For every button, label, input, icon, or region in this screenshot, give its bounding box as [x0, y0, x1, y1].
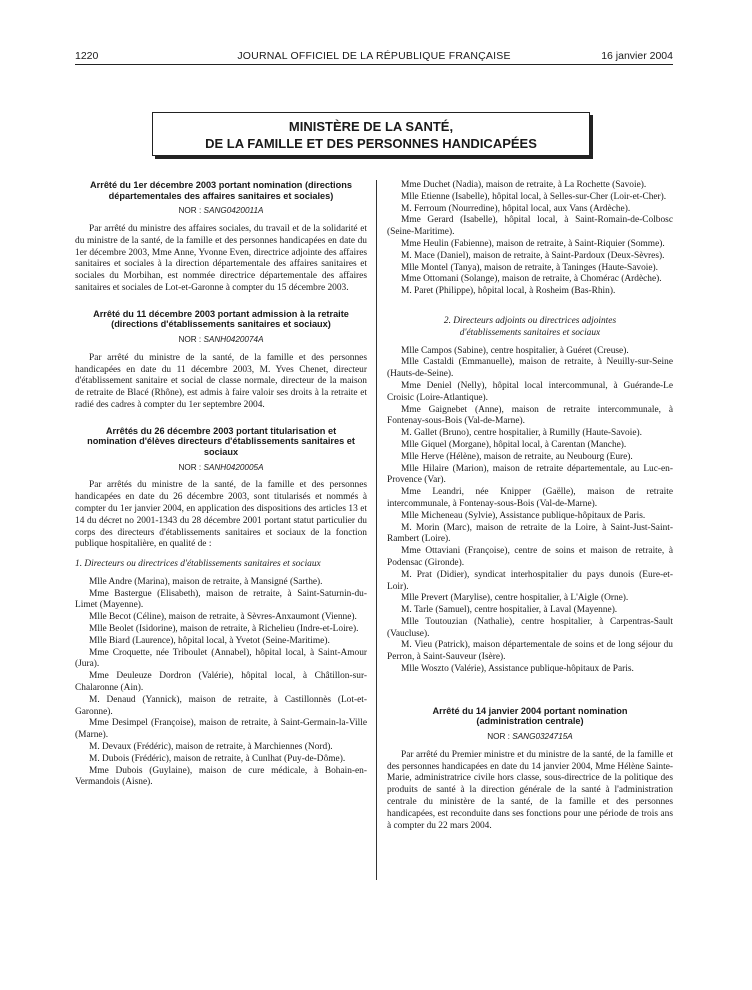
- ministry-heading-box: [152, 112, 590, 156]
- page-header: [75, 48, 673, 65]
- list-item: Mlle Woszto (Valérie), Assistance publique-hôpitaux de Paris.: [401, 664, 634, 675]
- list-item: Mlle Beolet (Isidorine), maison de retraite, à Richelieu (Indre-et-Loire).: [89, 624, 359, 635]
- nor-code: SANG0324715A: [512, 732, 573, 742]
- journal-title: JOURNAL OFFICIEL DE LA RÉPUBLIQUE FRANÇAISE: [237, 50, 511, 62]
- list-item: Mlle Micheneau (Sylvie), Assistance publique-hôpitaux de Paris.: [401, 510, 646, 521]
- list-item: Mme Ottomani (Solange), maison de retraite, à Chomérac (Ardèche).: [401, 274, 662, 285]
- list-item: M. Prat (Didier), syndicat interhospitalier du pays dunois (Eure-et-Loir).: [387, 569, 673, 592]
- decree-title: Arrêté du 11 décembre 2003 portant admission à la retraite (directions d'établissements sanitaires et sociaux): [93, 308, 349, 330]
- list-item: M. Denaud (Yannick), maison de retraite, à Castillonnès (Lot-et-Garonne).: [75, 694, 367, 717]
- list-item: Mlle Hilaire (Marion), maison de retraite départementale, au Luc-en-Provence (Var).: [387, 463, 673, 486]
- decree-body: Par arrêté du ministre des affaires sociales, du travail et de la solidarité et du ministre de la santé, de la famille et des personnes handicapées en date du 1er décembre 2003, Mme Anne, Yvonne Even, directrice adjointe des affaires sanitaires et sociales à la direction départementale des affaires sanitaires et sociales du Morbihan, est nommée directrice départementale des affaires sanitaires et sociales de Lot-et-Garonne à compter du 15 décembre 2003.: [75, 223, 367, 293]
- list-item: M. Mace (Daniel), maison de retraite, à Saint-Pardoux (Deux-Sèvres).: [401, 250, 665, 261]
- decree-1: [75, 180, 367, 295]
- list-item: Mlle Prevert (Marylise), centre hospitalier, à L'Aigle (Orne).: [401, 593, 629, 604]
- decree-2: [75, 309, 367, 412]
- list-item: Mme Bastergue (Elisabeth), maison de retraite, à Saint-Saturnin-du-Limet (Mayenne).: [75, 588, 367, 611]
- nor-code: SANH0420005A: [203, 462, 264, 472]
- list-item: Mme Desimpel (Françoise), maison de retraite, à Saint-Germain-la-Ville (Marne).: [75, 718, 367, 741]
- ministry-heading-line1: MINISTÈRE DE LA SANTÉ,: [288, 119, 454, 134]
- deputy-directors-list: [387, 316, 673, 676]
- list-item: Mme Deniel (Nelly), hôpital local intercommunal, à Guérande-Le Croisic (Loire-Atlantique).: [387, 380, 673, 403]
- directors-list-continued: [387, 180, 673, 298]
- column-divider: [376, 180, 377, 880]
- decree-body: Par arrêté du ministre de la santé, de la famille et des personnes handicapées en date du 11 décembre 2003, M. Yves Chenet, directeur d'établissement sanitaire et social de classe normale, directeur de la maison de retraite de Blacé (Rhône), est admis à faire valoir ses droits à la retraite et radié des cadres à compter du 1er septembre 2004.: [75, 352, 367, 410]
- nor-reference: [75, 334, 367, 346]
- list-item: Mme Leandri, née Knipper (Gaëlle), maison de retraite intercommunale, à Fontenay-sous-Bois (Val-de-Marne).: [387, 487, 673, 509]
- decree-3: [75, 426, 367, 790]
- section-heading-line1: 2. Directeurs adjoints ou directrices adjointes: [443, 315, 617, 326]
- section-heading: [387, 316, 673, 340]
- list-item: M. Morin (Marc), maison de retraite de la Loire, à Saint-Just-Saint-Rambert (Loire).: [387, 522, 673, 545]
- decree-title: Arrêté du 14 janvier 2004 portant nomination (administration centrale): [432, 705, 628, 727]
- list-item: Mme Duchet (Nadia), maison de retraite, à La Rochette (Savoie).: [401, 180, 647, 190]
- list-item: Mme Dubois (Guylaine), maison de cure médicale, à Bohain-en-Vermandois (Aisne).: [75, 765, 367, 788]
- list-item: Mme Ottaviani (Françoise), centre de soins et maison de retraite, à Podensac (Gironde).: [387, 546, 673, 568]
- list-item: Mlle Giquel (Morgane), hôpital local, à Carentan (Manche).: [401, 439, 627, 450]
- nor-code: SANH0420074A: [203, 334, 264, 344]
- nor-code: SANG0420011A: [203, 206, 264, 216]
- decree-body: Par arrêtés du ministre de la santé, de la famille et des personnes handicapées en date du 26 décembre 2003, sont titularisés et nommés à compter du 1er janvier 2004, en application des dispositions des articles 13 et 14 du décret no 2001-1343 du 28 décembre 2001 portant statut particulier du corps des directeurs d'établissements sanitaires et sociaux de la fonction publique hospitalière, en qualité de :: [75, 480, 367, 550]
- list-item: Mme Deuleuze Dordron (Valérie), hôpital local, à Châtillon-sur-Chalaronne (Ain).: [75, 671, 367, 694]
- list-item: Mlle Castaldi (Emmanuelle), maison de retraite, à Neuilly-sur-Seine (Hauts-de-Seine).: [387, 357, 673, 380]
- list-item: Mlle Campos (Sabine), centre hospitalier, à Guéret (Creuse).: [401, 345, 629, 356]
- decree-title: Arrêtés du 26 décembre 2003 portant titularisation et nomination d'élèves directeurs d'établissements sanitaires et sociaux: [87, 425, 355, 457]
- nor-reference: [75, 462, 367, 474]
- list-item: Mme Gerard (Isabelle), hôpital local, à Saint-Romain-de-Colbosc (Seine-Maritime).: [387, 215, 673, 238]
- list-item: M. Vieu (Patrick), maison départementale de soins et de long séjour du Perron, à Saint-Sauveur (Isère).: [387, 640, 673, 663]
- nor-label: NOR :: [178, 206, 204, 216]
- nor-label: NOR :: [178, 334, 204, 344]
- list-item: M. Paret (Philippe), hôpital local, à Rosheim (Bas-Rhin).: [401, 286, 616, 297]
- list-item: Mlle Becot (Céline), maison de retraite, à Sèvres-Anxaumont (Vienne).: [89, 612, 357, 623]
- section-heading: 1. Directeurs ou directrices d'établissements sanitaires et sociaux: [75, 559, 321, 570]
- decree-body: Par arrêté du Premier ministre et du ministre de la santé, de la famille et des personnes handicapées en date du 14 janvier 2004, Mme Hélène Sainte-Marie, administratrice civile hors classe, sous-directrice de la politique des produits de santé à la direction générale de la santé à l'administration centrale du ministère de la santé, de la famille et des personnes handicapées, est reconduite dans ses fonctions pour une période de trois ans à compter du 22 mars 2004.: [387, 749, 673, 831]
- list-item: M. Devaux (Frédéric), maison de retraite, à Marchiennes (Nord).: [89, 742, 333, 753]
- decree-4: [387, 706, 673, 833]
- list-item: M. Dubois (Frédéric), maison de retraite, à Cunlhat (Puy-de-Dôme).: [89, 753, 346, 764]
- list-item: Mme Gaignebet (Anne), maison de retraite intercommunale, à Fontenay-sous-Bois (Val-de-Marne).: [387, 404, 673, 427]
- list-item: Mlle Toutouzian (Nathalie), centre hospitalier, à Carpentras-Sault (Vaucluse).: [387, 616, 673, 639]
- list-item: M. Tarle (Samuel), centre hospitalier, à Laval (Mayenne).: [401, 605, 618, 616]
- list-item: Mlle Etienne (Isabelle), hôpital local, à Selles-sur-Cher (Loir-et-Cher).: [401, 191, 667, 202]
- list-item: Mlle Herve (Hélène), maison de retraite, au Neubourg (Eure).: [401, 451, 633, 462]
- list-item: Mlle Montel (Tanya), maison de retraite, à Taninges (Haute-Savoie).: [401, 262, 659, 273]
- list-item: Mme Croquette, née Triboulet (Annabel), hôpital local, à Saint-Amour (Jura).: [75, 647, 367, 670]
- list-item: Mlle Andre (Marina), maison de retraite, à Mansigné (Sarthe).: [89, 576, 323, 587]
- section-heading-line2: d'établissements sanitaires et sociaux: [459, 327, 601, 338]
- nor-label: NOR :: [178, 462, 204, 472]
- list-item: M. Gallet (Bruno), centre hospitalier, à Rumilly (Haute-Savoie).: [401, 428, 642, 439]
- nor-reference: [387, 731, 673, 743]
- list-item: M. Ferroum (Nourredine), hôpital local, aux Vans (Ardèche).: [401, 203, 631, 214]
- right-column: [387, 180, 673, 832]
- left-column: [75, 180, 367, 789]
- list-item: Mme Heulin (Fabienne), maison de retraite, à Saint-Riquier (Somme).: [401, 238, 665, 249]
- ministry-heading-line2: DE LA FAMILLE ET DES PERSONNES HANDICAPÉES: [205, 136, 537, 151]
- list-item: Mlle Biard (Laurence), hôpital local, à Yvetot (Seine-Maritime).: [89, 635, 330, 646]
- decree-title: Arrêté du 1er décembre 2003 portant nomination (directions départementales des affaires sanitaires et sociales): [90, 180, 352, 201]
- nor-reference: [75, 205, 367, 217]
- nor-label: NOR :: [487, 732, 513, 742]
- page-number: 1220: [75, 50, 99, 62]
- publication-date: 16 janvier 2004: [601, 50, 673, 62]
